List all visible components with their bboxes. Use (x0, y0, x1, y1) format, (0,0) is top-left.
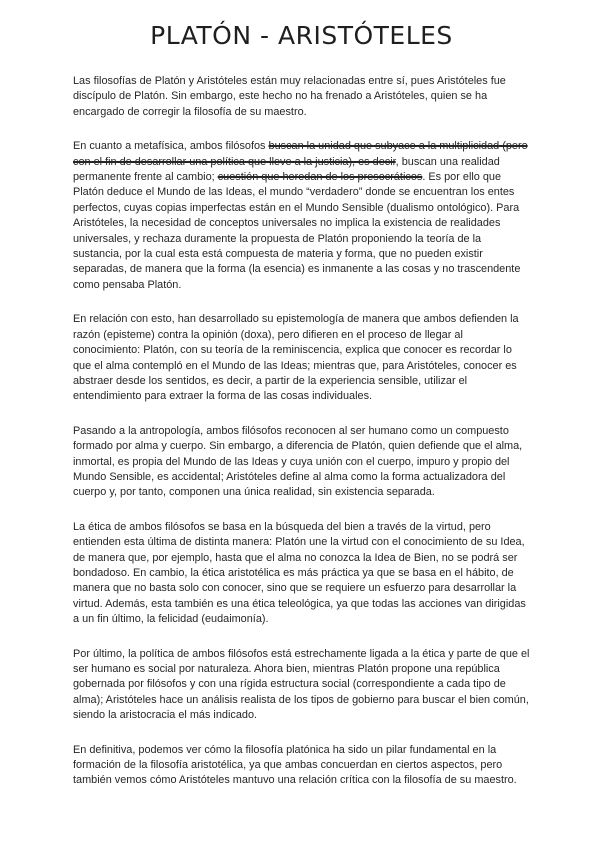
paragraph-text: La ética de ambos filósofos se basa en la búsqueda del bien a través de la virtud, pero entienden esta última de distinta manera: Platón une la virtud con el conocimiento de su Idea, de manera que, por ejemplo, hasta que el alma no conozca la Idea de Bien, no se podrá ser bondadoso. En cambio, la ética aristotélica es más práctica ya que se basa en el hábito, de manera que no basta solo con conocer, sino que se requiere un esfuerzo para desarrollar la virtud. Además, esta también es una ética teleológica, ya que todas las acciones van dirigidas a un fin último, la felicidad (eudaimonía). (73, 520, 526, 626)
paragraph-text: Las filosofías de Platón y Aristóteles están muy relacionadas entre sí, pues Aristóteles fue discípulo de Platón. Sin embargo, este hecho no ha frenado a Aristóteles, quien se ha encargado de corregir la filosofía de su maestro. (73, 75, 506, 118)
paragraph-intro (73, 74, 530, 120)
paragraph-ethics (73, 520, 530, 628)
paragraph-text: En relación con esto, han desarrollado su epistemología de manera que ambos defienden la razón (episteme) contra la opinión (doxa), pero difieren en el proceso de llegar al conocimiento: Platón, con su teoría de la reminiscencia, explica que conocer es recordar lo que el alma contempló en el Mundo de las Ideas; mientras que, para Aristóteles, conocer es abstraer desde los sentidos, es decir, a partir de la experiencia sensible, utilizar el entendimiento para extraer la forma de las cosas individuales. (73, 313, 519, 403)
struck-text: cuestión que heredan de los presocráticos (217, 171, 423, 184)
page-title: PLATÓN - ARISTÓTELES (150, 21, 453, 50)
paragraph-text: Por último, la política de ambos filósofos está estrechamente ligada a la ética y parte de que el ser humano es social por naturaleza. Ahora bien, mientras Platón propone una república gobernada por filósofos y con una rígida estructura social (correspondiente a cada tipo de alma); Aristóteles hace un análisis realista de los tipos de gobierno para buscar el bien común, siendo la aristocracia el más indicado. (73, 647, 530, 722)
paragraph-text: , buscan una realidad permanente frente al cambio; (73, 155, 500, 184)
paragraph-conclusion (73, 743, 530, 789)
paragraph-metaphysics (73, 139, 530, 293)
paragraph-text: En cuanto a metafísica, ambos filósofos (73, 140, 269, 153)
struck-text: buscan la unidad que subyace a la multiplicidad (pero con el fin de desarrollar una política que lleve a la justicia), es decir (73, 140, 528, 168)
paragraph-text: En definitiva, podemos ver cómo la filosofía platónica ha sido un pilar fundamental en la formación de la filosofía aristotélica, ya que ambas concuerdan en ciertos aspectos, pero también vemos cómo Aristóteles mantuvo una relación crítica con la filosofía de su maestro. (73, 743, 517, 787)
paragraph-anthropology (73, 424, 530, 501)
paragraph-text: . Es por ello que Platón deduce el Mundo de las Ideas, el mundo “verdadero” donde se encuentran los entes perfectos, cuyas copias imperfectas están en el Mundo Sensible (dualismo ontológico). Para Aristóteles, la necesidad de conceptos universales no implica la existencia de realidades universales, y rechaza duramente la propuesta de Platón proponiendo la teoría de la sustancia, por la cual esta está compuesta de materia y forma, que no pueden existir separadas, de manera que la forma (la esencia) es inmanente a las cosas y no trascendente como pensaba Platón. (73, 171, 521, 291)
paragraph-epistemology (73, 312, 530, 404)
paragraph-politics (73, 647, 530, 724)
paragraph-text: Pasando a la antropología, ambos filósofos reconocen al ser humano como un compuesto formado por alma y cuerpo. Sin embargo, a diferencia de Platón, quien defiende que el alma, inmortal, es propia del Mundo de las Ideas y cuya unión con el cuerpo, impuro y propio del Mundo Sensible, es accidental; Aristóteles define al alma como la forma actualizadora del cuerpo y, por tanto, componen una única realidad, sin existencia separada. (73, 424, 523, 499)
